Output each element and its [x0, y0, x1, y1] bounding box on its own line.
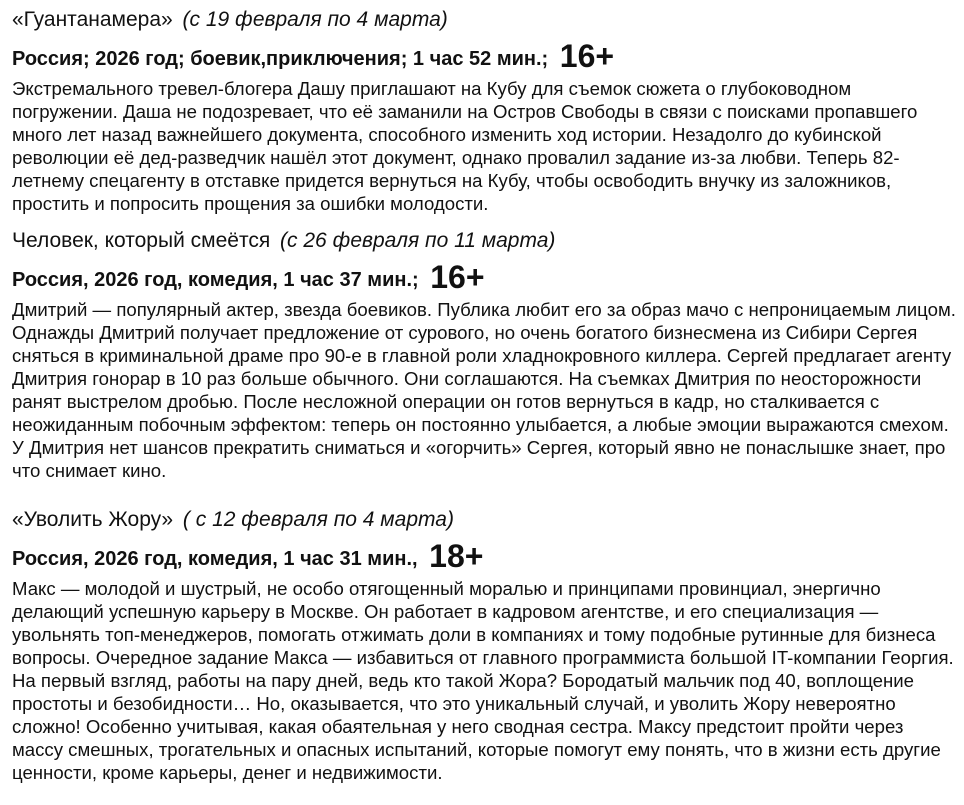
age-rating: 16+: [430, 259, 485, 295]
film-entry: [12, 227, 956, 482]
film-meta-line: [12, 255, 956, 302]
film-title: «Уволить Жору»: [12, 508, 174, 531]
film-meta: Россия, 2026 год, комедия, 1 час 37 мин.;: [12, 269, 419, 291]
film-title-line: [12, 506, 956, 534]
film-title: Человек, который смеётся: [12, 229, 271, 252]
film-description: Экстремального тревел-блогера Дашу приглашают на Кубу для съемок сюжета о глубоководном погружении. Даша не подозревает, что её заманили на Остров Свободы в связи с поисками пропавшего много лет назад важнейшего документа, способного изменить ход истории. Незадолго до кубинской революции её дед-разведчик нашёл этот документ, однако провалил задание из-за любви. Теперь 82-летнему спецагенту в отставке придется вернуться на Кубу, чтобы освободить внучку из заложников, простить и попросить прощения за ошибки молодости.: [12, 78, 918, 214]
film-title-line: [12, 6, 956, 34]
film-dates: (с 26 февраля по 11 марта): [280, 229, 556, 252]
film-entry: [12, 6, 956, 215]
film-dates: ( с 12 февраля по 4 марта): [182, 508, 454, 531]
film-entry: [12, 506, 956, 784]
film-meta-line: [12, 34, 956, 81]
film-title: «Гуантанамера»: [12, 8, 173, 31]
film-description: Макс — молодой и шустрый, не особо отягощенный моралью и принципами провинциал, энергично делающий успешную карьеру в Москве. Он работает в кадровом агентстве, и его специализация — увольнять топ-менеджеров, помогать отжимать доли в компаниях и тому подобные рутинные для бизнеса вопросы. Очередное задание Макса — избавиться от главного программиста большой IT-компании Георгия. На первый взгляд, работы на пару дней, ведь кто такой Жора? Бородатый мальчик под 40, воплощение простоты и безобидности… Но, оказывается, что это уникальный случай, и уволить Жору невероятно сложно! Особенно учитывая, какая обаятельная у него сводная сестра. Максу предстоит пройти через массу смешных, трогательных и опасных испытаний, которые помогут ему понять, что в жизни есть другие ценности, кроме карьеры, денег и недвижимости.: [12, 578, 954, 783]
age-rating: 16+: [559, 38, 615, 74]
film-description: Дмитрий — популярный актер, звезда боевиков. Публика любит его за образ мачо с непроницаемым лицом. Однажды Дмитрий получает предложение от сурового, но очень богатого бизнесмена из Сибири Сергея сняться в криминальной драме про 90-е в главной роли хладнокровного киллера. Сергей предлагает агенту Дмитрия гонорар в 10 раз больше обычного. Они соглашаются. На съемках Дмитрия по неосторожности ранят выстрелом дробью. После несложной операции он готов вернуться в кадр, но сталкивается с неожиданным побочным эффектом: теперь он постоянно улыбается, а любые эмоции выражаются смехом. У Дмитрия нет шансов прекратить сниматься и «огорчить» Сергея, который явно не понаслышке знает, про что снимает кино.: [12, 299, 956, 481]
age-rating: 18+: [429, 538, 484, 574]
film-meta-line: [12, 534, 956, 581]
film-dates: (с 19 февраля по 4 марта): [182, 8, 448, 31]
film-meta: Россия, 2026 год, комедия, 1 час 31 мин.,: [12, 548, 418, 570]
film-meta: Россия; 2026 год; боевик,приключения; 1 час 52 мин.;: [12, 48, 549, 70]
film-title-line: [12, 227, 956, 255]
